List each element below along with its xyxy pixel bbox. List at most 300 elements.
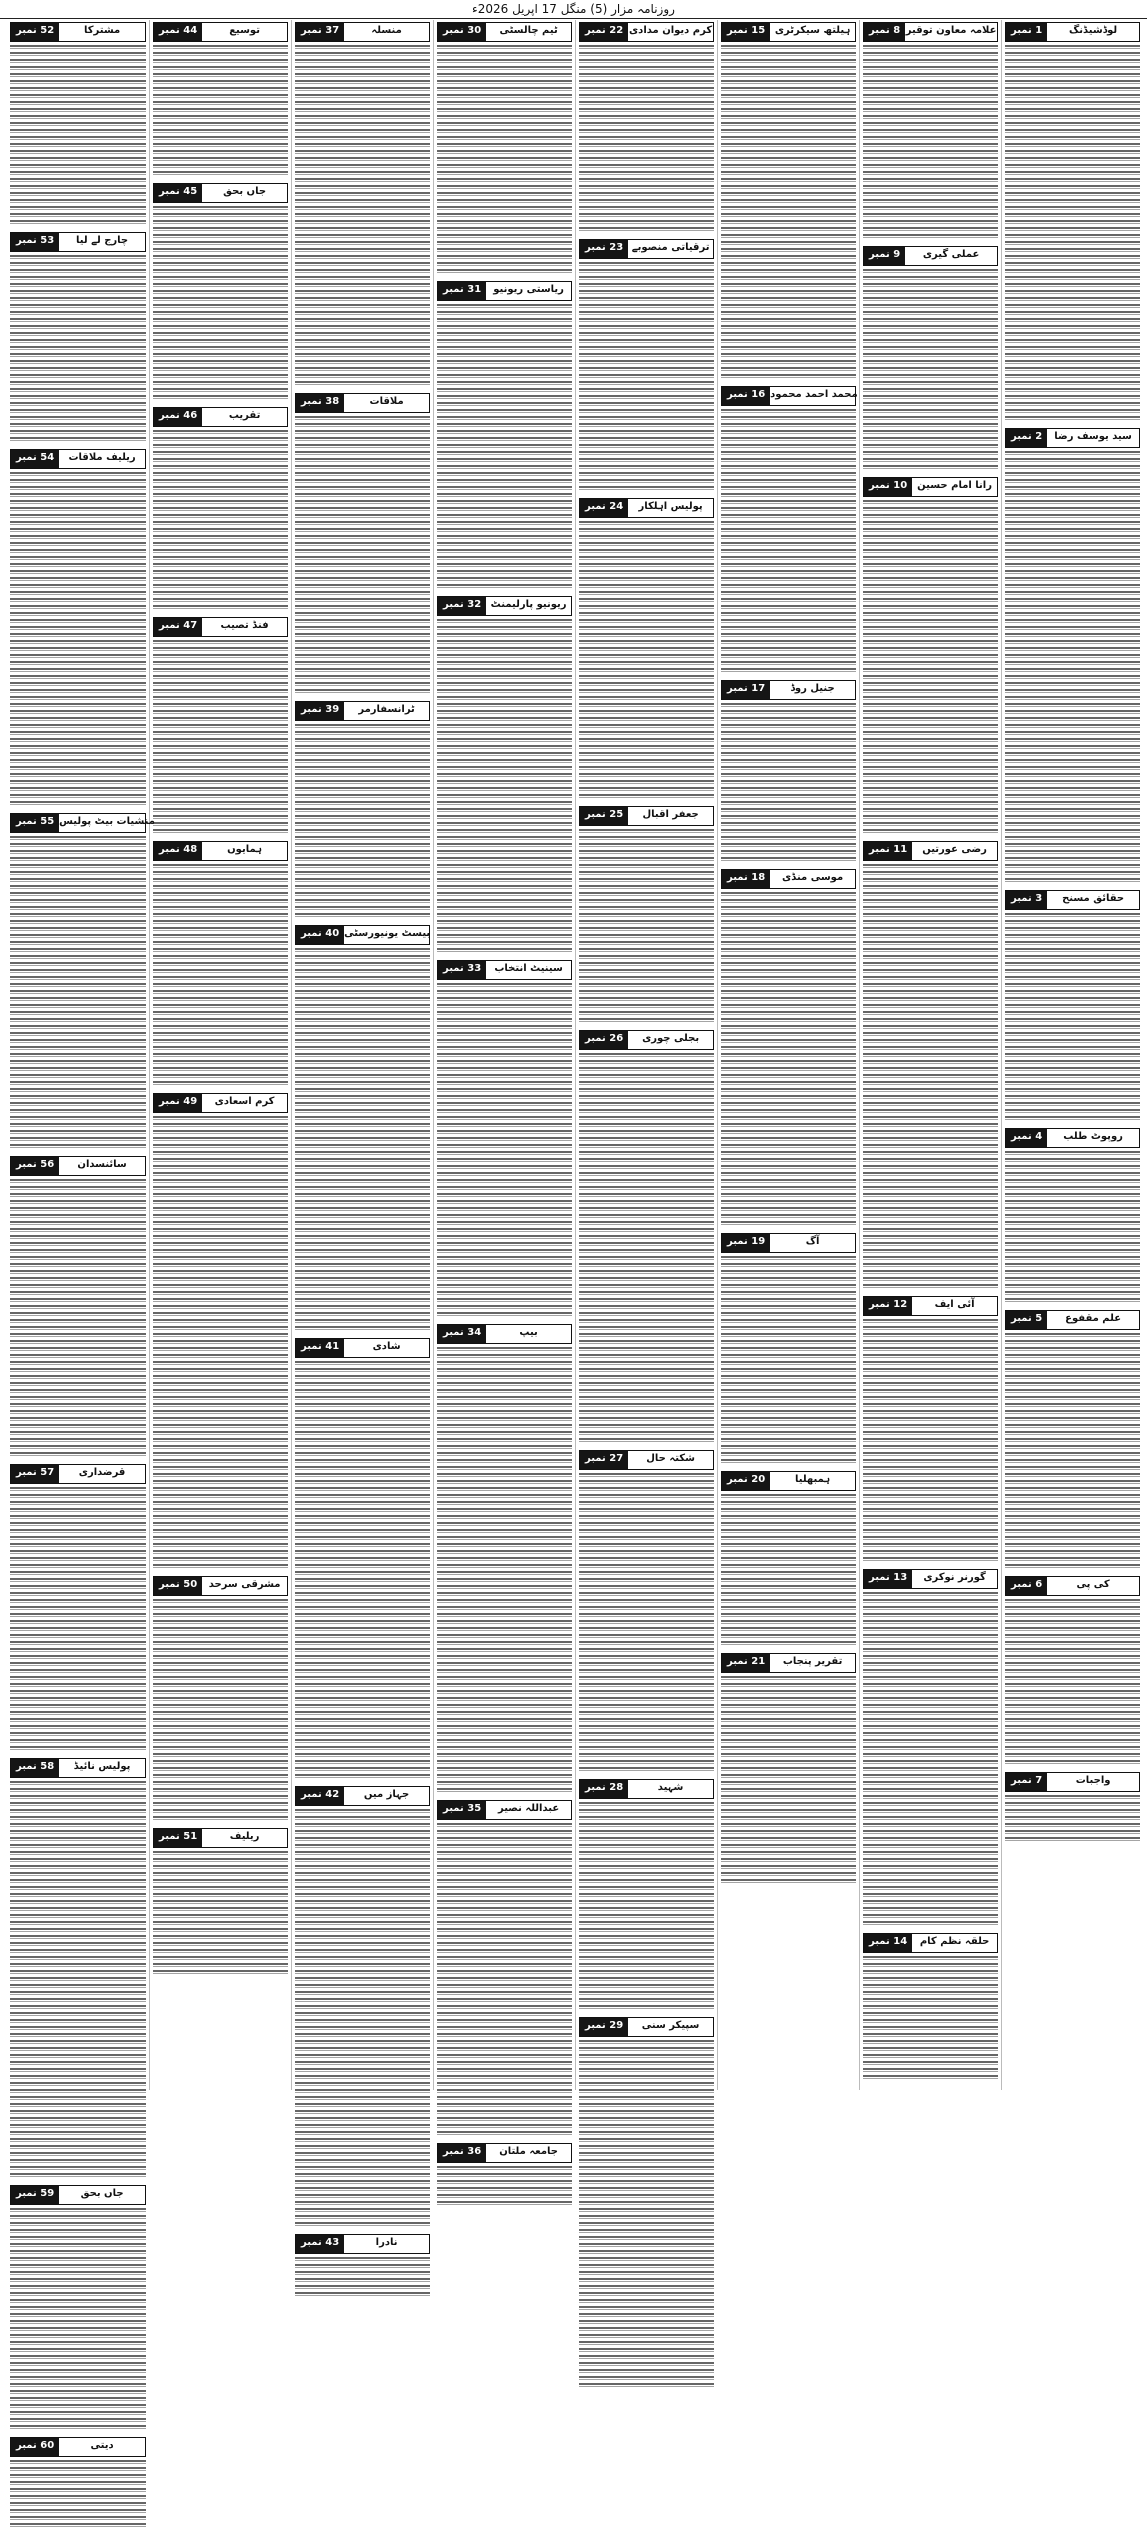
news-item bbox=[721, 386, 856, 675]
news-item-body bbox=[1005, 1795, 1140, 1844]
news-item-body bbox=[10, 255, 146, 444]
news-item-heading bbox=[1005, 1576, 1140, 1596]
news-item-heading bbox=[863, 1296, 998, 1316]
news-item-body bbox=[295, 2257, 430, 2299]
news-item bbox=[10, 813, 155, 1151]
news-item-heading bbox=[863, 1933, 998, 1953]
news-item-body bbox=[579, 45, 714, 234]
news-item-heading bbox=[153, 1093, 288, 1113]
news-item-heading bbox=[437, 1800, 572, 1820]
news-item-number: 31 نمبر bbox=[438, 282, 486, 300]
news-item-heading bbox=[721, 1233, 856, 1253]
news-item-number: 1 نمبر bbox=[1006, 23, 1047, 41]
news-item-title: روپوٹ طلب bbox=[1063, 1131, 1123, 1142]
news-item bbox=[863, 841, 998, 1291]
news-item-body bbox=[10, 1487, 146, 1753]
news-item bbox=[153, 841, 288, 1088]
news-item-number: 55 نمبر bbox=[11, 814, 59, 832]
news-item-title: محمد احمد محمود bbox=[770, 389, 858, 400]
news-item-number: 13 نمبر bbox=[864, 1570, 912, 1588]
news-item bbox=[863, 22, 998, 241]
news-item-body bbox=[1005, 451, 1140, 885]
news-item-body bbox=[10, 836, 146, 1151]
news-item-body bbox=[863, 1592, 998, 1928]
news-item-body bbox=[153, 864, 288, 1088]
news-item-heading bbox=[721, 1471, 856, 1491]
news-item bbox=[10, 1758, 146, 2180]
news-item bbox=[295, 701, 430, 920]
news-item-heading bbox=[579, 498, 714, 518]
news-item-body bbox=[10, 2208, 146, 2432]
news-item-title: حقائق مسنح bbox=[1062, 893, 1125, 904]
news-item-heading bbox=[153, 841, 288, 861]
news-item-title: سپیکر سنی bbox=[641, 2020, 700, 2031]
news-item-title: جاں بحق bbox=[223, 186, 267, 197]
news-item-body bbox=[295, 45, 430, 388]
news-item-body bbox=[10, 1781, 146, 2180]
news-item-number: 43 نمبر bbox=[296, 2235, 344, 2253]
news-item-body bbox=[153, 1116, 288, 1571]
news-item-number: 18 نمبر bbox=[722, 870, 770, 888]
news-item bbox=[10, 22, 146, 227]
news-item-number: 42 نمبر bbox=[296, 1787, 344, 1805]
news-item bbox=[153, 407, 288, 612]
news-item-heading bbox=[721, 1653, 856, 1673]
news-item bbox=[437, 22, 572, 276]
news-item-heading bbox=[295, 1786, 430, 1806]
news-item-title: موسی منڈی bbox=[782, 872, 844, 883]
news-item-number: 25 نمبر bbox=[580, 807, 628, 825]
news-item-title: ریلیف bbox=[229, 1831, 260, 1842]
news-item-title: تقریب bbox=[228, 410, 261, 421]
news-item-title: منشیات بیٹ پولیس bbox=[59, 816, 155, 827]
news-item-number: 26 نمبر bbox=[580, 1031, 628, 1049]
news-item-number: 51 نمبر bbox=[154, 1829, 202, 1847]
news-item-heading bbox=[295, 925, 430, 945]
news-item-title: علامہ معاون توقیر bbox=[905, 25, 997, 36]
news-item-title: جعفر اقبال bbox=[642, 809, 699, 820]
news-item-body bbox=[10, 472, 146, 808]
news-item-body bbox=[437, 1347, 572, 1795]
news-item-number: 52 نمبر bbox=[11, 23, 59, 41]
news-item-number: 45 نمبر bbox=[154, 184, 202, 202]
news-item-number: 37 نمبر bbox=[296, 23, 344, 41]
news-item-heading bbox=[437, 2143, 572, 2163]
news-item-body bbox=[153, 430, 288, 612]
news-item-number: 59 نمبر bbox=[11, 2186, 59, 2204]
news-item-title: ٹرانسفارمر bbox=[358, 704, 415, 715]
news-item-heading bbox=[437, 1324, 572, 1344]
news-item-number: 20 نمبر bbox=[722, 1472, 770, 1490]
news-item-number: 17 نمبر bbox=[722, 681, 770, 699]
news-item-body bbox=[863, 269, 998, 472]
news-column bbox=[149, 20, 291, 2090]
news-item bbox=[721, 22, 856, 381]
news-item bbox=[1005, 890, 1140, 1123]
news-item bbox=[1005, 1576, 1140, 1767]
news-item-heading bbox=[721, 386, 856, 406]
news-item-title: سائنسدان bbox=[77, 1159, 127, 1170]
news-item-body bbox=[437, 45, 572, 276]
news-item bbox=[153, 183, 288, 402]
news-item-number: 38 نمبر bbox=[296, 394, 344, 412]
news-item-number: 8 نمبر bbox=[864, 23, 905, 41]
news-item-number: 60 نمبر bbox=[11, 2438, 59, 2456]
news-item-title: رانا امام حسین bbox=[917, 480, 992, 491]
news-item-title: شادی bbox=[372, 1341, 401, 1352]
news-item-heading bbox=[10, 2437, 146, 2457]
news-item bbox=[721, 1233, 856, 1466]
news-item-number: 44 نمبر bbox=[154, 23, 202, 41]
news-item bbox=[863, 1569, 998, 1928]
news-item-body bbox=[721, 1676, 856, 1886]
news-item-heading bbox=[10, 449, 146, 469]
news-item-body bbox=[721, 892, 856, 1228]
news-item-heading bbox=[295, 701, 430, 721]
news-column bbox=[1001, 20, 1143, 2090]
news-item-body bbox=[579, 1473, 714, 1774]
news-item-heading bbox=[437, 596, 572, 616]
news-item-number: 23 نمبر bbox=[580, 240, 628, 258]
news-item-heading bbox=[10, 1156, 146, 1176]
news-item-body bbox=[721, 703, 856, 864]
news-item-number: 30 نمبر bbox=[438, 23, 486, 41]
news-item bbox=[579, 22, 714, 234]
news-item-title: حلقہ نظم کام bbox=[919, 1936, 990, 1947]
news-item-title: کرم دیوان مدادی bbox=[629, 25, 713, 36]
news-item-heading bbox=[153, 183, 288, 203]
news-item-title: بجلی چوری bbox=[642, 1033, 700, 1044]
news-item-number: 7 نمبر bbox=[1006, 1773, 1047, 1791]
news-item-title: عملی گیری bbox=[922, 249, 980, 260]
news-item-title: کرم اسعادی bbox=[214, 1096, 275, 1107]
news-item-number: 39 نمبر bbox=[296, 702, 344, 720]
news-item-body bbox=[437, 304, 572, 591]
news-item-body bbox=[153, 206, 288, 402]
news-item-heading bbox=[721, 22, 856, 42]
news-item bbox=[721, 1653, 856, 1886]
news-item-number: 53 نمبر bbox=[11, 233, 59, 251]
news-item-title: ترقیاتی منصوبے bbox=[631, 242, 710, 253]
news-item bbox=[579, 239, 714, 493]
news-item bbox=[153, 22, 288, 178]
news-item-title: عبداللہ نصیر bbox=[497, 1803, 560, 1814]
news-item bbox=[721, 680, 856, 864]
news-item-title: توسیع bbox=[229, 25, 260, 36]
news-item-title: پولیس نائیڈ bbox=[73, 1761, 131, 1772]
news-item bbox=[295, 22, 430, 388]
news-item-title: واجبات bbox=[1075, 1775, 1111, 1786]
news-item-body bbox=[153, 1851, 288, 1977]
news-item-body bbox=[721, 1494, 856, 1648]
news-item-number: 46 نمبر bbox=[154, 408, 202, 426]
news-item-heading bbox=[579, 1779, 714, 1799]
news-item-body bbox=[153, 640, 288, 836]
news-item-number: 3 نمبر bbox=[1006, 891, 1047, 909]
news-item-body bbox=[863, 500, 998, 836]
news-item-title: نادرا bbox=[375, 2237, 398, 2248]
news-item-body bbox=[295, 1809, 430, 2229]
news-item-heading bbox=[1005, 1310, 1140, 1330]
news-item-number: 27 نمبر bbox=[580, 1451, 628, 1469]
news-item bbox=[437, 960, 572, 1319]
news-item-title: سینیٹ انتخاب bbox=[494, 963, 563, 974]
news-item-title: شہید bbox=[657, 1782, 684, 1793]
news-item-title: ملاقات bbox=[369, 396, 404, 407]
news-item-number: 12 نمبر bbox=[864, 1297, 912, 1315]
news-item-body bbox=[863, 1956, 998, 2082]
news-item bbox=[579, 1779, 714, 2012]
news-item-heading bbox=[1005, 1772, 1140, 1792]
news-item-title: آئی ایف bbox=[934, 1299, 975, 1310]
news-item-body bbox=[437, 1823, 572, 2138]
news-item-title: تقریر پنجاب bbox=[782, 1656, 843, 1667]
news-item-body bbox=[295, 1361, 430, 1781]
news-item-body bbox=[579, 262, 714, 493]
news-item bbox=[295, 1786, 430, 2229]
news-item bbox=[295, 2234, 430, 2299]
news-item-title: لوڈشیڈنگ bbox=[1069, 25, 1118, 36]
news-item-body bbox=[579, 829, 714, 1025]
news-item-heading bbox=[863, 841, 998, 861]
news-item-title: بیسٹ یونیورسٹی bbox=[344, 928, 431, 939]
news-item bbox=[1005, 1128, 1140, 1305]
news-item bbox=[153, 1576, 288, 1823]
news-item-body bbox=[10, 1179, 146, 1459]
news-item bbox=[153, 1828, 288, 1977]
news-item-number: 41 نمبر bbox=[296, 1339, 344, 1357]
news-item-heading bbox=[437, 22, 572, 42]
news-item-title: جنیل روڈ bbox=[790, 683, 835, 694]
news-item-number: 58 نمبر bbox=[11, 1759, 59, 1777]
news-item-title: ریلیف ملاقات bbox=[68, 452, 136, 463]
news-item bbox=[10, 449, 146, 808]
news-item-heading bbox=[153, 22, 288, 42]
news-item-title: بیپ bbox=[519, 1327, 538, 1338]
news-item-number: 36 نمبر bbox=[438, 2144, 486, 2162]
news-item-heading bbox=[863, 477, 998, 497]
news-item-title: ریونیو پارلیمنٹ bbox=[490, 599, 567, 610]
news-item-number: 24 نمبر bbox=[580, 499, 628, 517]
news-item-number: 5 نمبر bbox=[1006, 1311, 1047, 1329]
news-item bbox=[1005, 1772, 1140, 1844]
news-item-body bbox=[863, 1319, 998, 1564]
news-item-title: گورنر نوکری bbox=[923, 1572, 986, 1583]
news-item-number: 29 نمبر bbox=[580, 2018, 628, 2036]
news-item-heading bbox=[579, 22, 714, 42]
news-item-number: 32 نمبر bbox=[438, 597, 486, 615]
news-item bbox=[10, 1464, 146, 1753]
news-item bbox=[10, 1156, 146, 1459]
news-item bbox=[437, 281, 572, 591]
news-item-body bbox=[579, 521, 714, 801]
news-column bbox=[717, 20, 859, 2090]
news-item-heading bbox=[153, 1576, 288, 1596]
news-item-heading bbox=[579, 1450, 714, 1470]
news-item-number: 11 نمبر bbox=[864, 842, 912, 860]
masthead-dateline: روزنامہ مزار (5) منگل 17 اپریل 2026ء bbox=[0, 0, 1147, 19]
news-item-title: جہاز میں bbox=[363, 1789, 410, 1800]
news-item-heading bbox=[863, 246, 998, 266]
news-item-number: 57 نمبر bbox=[11, 1465, 59, 1483]
news-item-heading bbox=[437, 960, 572, 980]
news-item-body bbox=[863, 864, 998, 1291]
news-item bbox=[295, 925, 430, 1333]
news-item-title: سید یوسف رضا bbox=[1054, 431, 1132, 442]
news-item bbox=[153, 617, 288, 836]
news-item bbox=[153, 1093, 288, 1571]
news-item-body bbox=[437, 2166, 572, 2208]
news-item-number: 10 نمبر bbox=[864, 478, 912, 496]
news-item-body bbox=[579, 1802, 714, 2012]
news-item-number: 21 نمبر bbox=[722, 1654, 770, 1672]
news-item-number: 54 نمبر bbox=[11, 450, 59, 468]
news-item-heading bbox=[1005, 1128, 1140, 1148]
news-column bbox=[7, 20, 155, 2451]
news-item bbox=[1005, 1310, 1140, 1571]
news-item-title: فنڈ تصیب bbox=[220, 620, 269, 631]
news-item-heading bbox=[295, 393, 430, 413]
news-item-number: 47 نمبر bbox=[154, 618, 202, 636]
news-item-number: 35 نمبر bbox=[438, 1801, 486, 1819]
news-item bbox=[1005, 22, 1140, 423]
news-item-number: 50 نمبر bbox=[154, 1577, 202, 1595]
news-item-title: منسلہ bbox=[371, 25, 402, 36]
news-item-body bbox=[721, 45, 856, 381]
news-item-heading bbox=[10, 232, 146, 252]
news-item-title: مشرقی سرحد bbox=[208, 1579, 281, 1590]
news-item-title: کی پی bbox=[1076, 1579, 1110, 1590]
news-item-body bbox=[1005, 1599, 1140, 1767]
news-item-title: دیتی bbox=[90, 2440, 114, 2451]
news-item-body bbox=[295, 416, 430, 696]
news-item-heading bbox=[10, 1464, 146, 1484]
news-item bbox=[721, 1471, 856, 1648]
news-item-heading bbox=[295, 2234, 430, 2254]
news-item-number: 15 نمبر bbox=[722, 23, 770, 41]
news-item-body bbox=[1005, 1151, 1140, 1305]
news-item bbox=[579, 1450, 714, 1774]
news-item-title: جاں بحق bbox=[80, 2188, 124, 2199]
news-item-heading bbox=[10, 2185, 146, 2205]
news-item-heading bbox=[10, 813, 155, 833]
news-item-body bbox=[437, 983, 572, 1319]
news-item-number: 33 نمبر bbox=[438, 961, 486, 979]
news-item-heading bbox=[437, 281, 572, 301]
news-item-body bbox=[1005, 1333, 1140, 1571]
news-item-number: 6 نمبر bbox=[1006, 1577, 1047, 1595]
news-item-heading bbox=[579, 1030, 714, 1050]
news-item bbox=[10, 232, 146, 444]
news-item-heading bbox=[579, 2017, 714, 2037]
news-item-heading bbox=[10, 1758, 146, 1778]
news-item-body bbox=[437, 619, 572, 955]
news-item-title: رضی عورتیں bbox=[922, 844, 987, 855]
news-item-body bbox=[10, 45, 146, 227]
news-item-title: ہیلتھ سیکرٹری bbox=[774, 25, 851, 36]
news-item bbox=[437, 596, 572, 955]
news-item-heading bbox=[721, 869, 856, 889]
news-item-number: 56 نمبر bbox=[11, 1157, 59, 1175]
news-item-heading bbox=[1005, 428, 1140, 448]
news-item bbox=[10, 2185, 146, 2432]
news-item bbox=[721, 869, 856, 1228]
news-item bbox=[579, 498, 714, 801]
news-item-title: مشترکا bbox=[83, 25, 121, 36]
news-item-number: 34 نمبر bbox=[438, 1325, 486, 1343]
news-item-body bbox=[579, 1053, 714, 1445]
news-item-number: 19 نمبر bbox=[722, 1234, 770, 1252]
news-column bbox=[859, 20, 1001, 2090]
news-item bbox=[295, 1338, 430, 1781]
news-item-number: 16 نمبر bbox=[722, 387, 770, 405]
news-item-body bbox=[153, 45, 288, 178]
news-item-number: 28 نمبر bbox=[580, 1780, 628, 1798]
news-item bbox=[579, 806, 714, 1025]
news-item-title: ٹیم چالسٹی bbox=[499, 25, 558, 36]
news-item-heading bbox=[863, 1569, 998, 1589]
newspaper-columns bbox=[4, 20, 1143, 2451]
news-item-body bbox=[721, 1256, 856, 1466]
news-item-title: جامعہ ملتان bbox=[499, 2146, 558, 2157]
news-item-body bbox=[295, 948, 430, 1333]
news-item-title: قرضداری bbox=[78, 1467, 126, 1478]
news-item-number: 49 نمبر bbox=[154, 1094, 202, 1112]
news-column bbox=[291, 20, 433, 2248]
news-item-heading bbox=[1005, 890, 1140, 910]
news-item-heading bbox=[10, 22, 146, 42]
news-item-body bbox=[10, 2460, 146, 2530]
news-item-body bbox=[153, 1599, 288, 1823]
news-item-heading bbox=[579, 806, 714, 826]
news-item bbox=[863, 477, 998, 836]
news-item bbox=[863, 246, 998, 472]
news-item-body bbox=[1005, 913, 1140, 1123]
news-item-title: علم مقفوع bbox=[1065, 1313, 1122, 1324]
news-item-body bbox=[721, 409, 856, 675]
news-item bbox=[1005, 428, 1140, 885]
news-item bbox=[295, 393, 430, 696]
news-item bbox=[863, 1933, 998, 2082]
news-column bbox=[433, 20, 575, 2157]
news-item-body bbox=[863, 45, 998, 241]
news-item bbox=[579, 1030, 714, 1445]
news-item-title: ہمایوں bbox=[227, 844, 263, 855]
news-item bbox=[579, 2017, 714, 2390]
news-column bbox=[575, 20, 717, 2090]
news-item-body bbox=[579, 2040, 714, 2390]
news-item-heading bbox=[1005, 22, 1140, 42]
news-item-heading bbox=[153, 617, 288, 637]
news-item-number: 48 نمبر bbox=[154, 842, 202, 860]
news-item-title: چارج لے لیا bbox=[76, 235, 129, 246]
news-item-title: پولیس اہلکار bbox=[638, 501, 703, 512]
news-item bbox=[437, 1324, 572, 1795]
news-item-number: 2 نمبر bbox=[1006, 429, 1047, 447]
news-item-heading bbox=[153, 1828, 288, 1848]
news-item-body bbox=[295, 724, 430, 920]
news-item-number: 9 نمبر bbox=[864, 247, 905, 265]
news-item-heading bbox=[153, 407, 288, 427]
news-item-heading bbox=[295, 22, 430, 42]
news-item-heading bbox=[579, 239, 714, 259]
news-item-number: 4 نمبر bbox=[1006, 1129, 1047, 1147]
news-item-title: آگ bbox=[805, 1236, 820, 1247]
news-item-heading bbox=[721, 680, 856, 700]
news-item-title: ریاستی ریونیو bbox=[493, 284, 564, 295]
news-item-body bbox=[1005, 45, 1140, 423]
news-item bbox=[437, 1800, 572, 2138]
